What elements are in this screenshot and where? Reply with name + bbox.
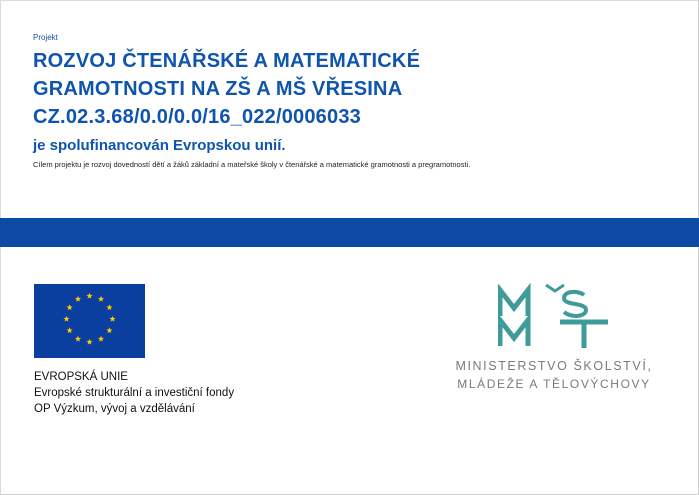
msmt-monogram-icon <box>498 282 612 352</box>
project-title <box>33 47 673 131</box>
cofinancing-statement: je spolufinancován Evropskou unií. <box>33 137 286 154</box>
project-header <box>33 33 673 169</box>
msmt-logo-block <box>438 282 670 402</box>
eu-funds: Evropské strukturální a investiční fondy <box>34 387 235 399</box>
ministry-name-line-2: MLÁDEŽE A TĚLOVÝCHOVY <box>457 377 651 391</box>
eu-flag-icon <box>34 284 145 358</box>
page-border-top <box>0 0 699 1</box>
project-label: Projekt <box>33 33 58 42</box>
eu-name: EVROPSKÁ UNIE <box>34 371 128 383</box>
blue-divider-band <box>0 218 699 247</box>
project-registration-number: CZ.02.3.68/0.0/0.0/16_022/0006033 <box>33 106 361 128</box>
eu-flag-stars <box>34 284 145 358</box>
project-title-line-2: GRAMOTNOSTI NA ZŠ A MŠ VŘESINA <box>33 78 403 100</box>
project-goal: Cílem projektu je rozvoj dovedností dětí a žáků základní a mateřské školy v čtenářské a matematické gramotnosti a pregramotnosti. <box>33 160 471 169</box>
eu-funding-text <box>34 369 234 417</box>
project-title-line-1: ROZVOJ ČTENÁŘSKÉ A MATEMATICKÉ <box>33 50 421 72</box>
page-border-left <box>0 0 1 495</box>
ministry-name-line-1: MINISTERSTVO ŠKOLSTVÍ, <box>455 359 653 373</box>
eu-operational-programme: OP Výzkum, vývoj a vzdělávání <box>34 403 195 415</box>
